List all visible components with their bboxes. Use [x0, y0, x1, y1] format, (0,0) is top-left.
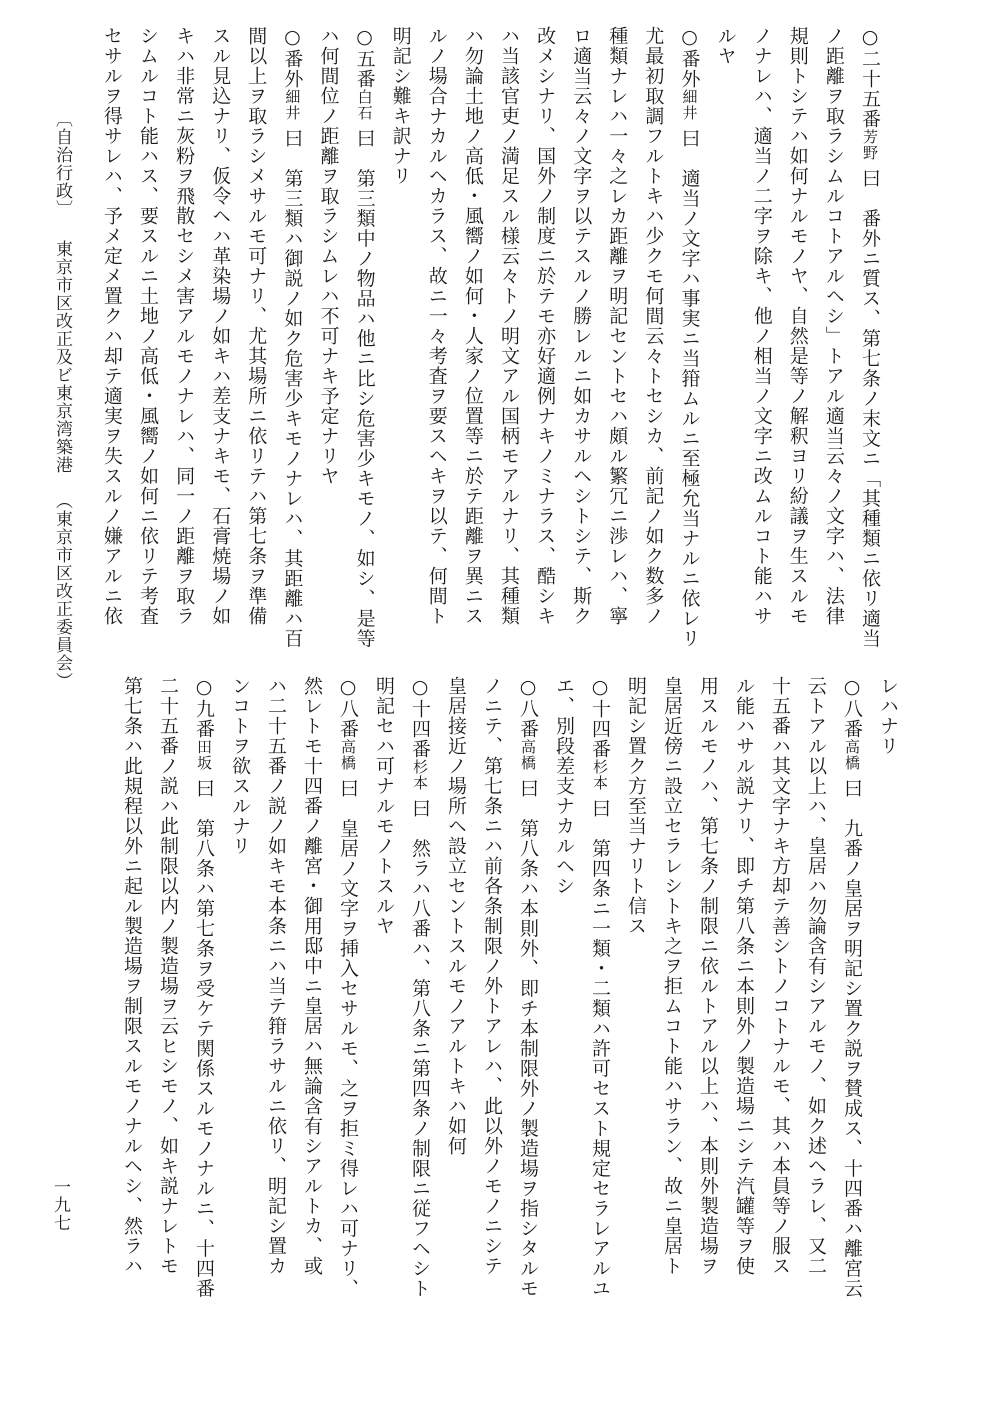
speaker-name: 杉本 — [591, 759, 609, 791]
column-text: 曰 九番ノ皇居ヲ明記シ置ク説ヲ賛成ス、十四番ハ離宮云 — [841, 771, 863, 1299]
speaker-name: 高橋 — [339, 739, 357, 771]
column-text: 云トアル以上ハ、皇居ハ勿論含有シアルモノ、如ク述ヘラレ、又二 — [805, 676, 827, 1276]
text-column — [167, 26, 201, 626]
text-column — [492, 26, 526, 626]
column-text: ノ距離ヲ取ラシムルコトアルヘシ」トアル適当云々ノ文字ハ、法律 — [822, 26, 845, 626]
text-column — [456, 26, 490, 626]
text-column — [564, 26, 598, 626]
column-text: ノナレハ、適当ノ二字ヲ除キ、他ノ相当ノ文字ニ改ムルコト能ハサ — [750, 26, 773, 626]
speaker-column — [673, 26, 707, 648]
text-column — [691, 676, 725, 1276]
column-text: ノニテ、第七条ニハ前各条制限ノ外トアレハ、此以外ノモノニシテ — [481, 676, 503, 1276]
speaker-number: ○十四番 — [409, 676, 431, 759]
column-text: 皇居近傍ニ設立セラレシトキ之ヲ拒ムコト能ハサラン、故ニ皇居ト — [661, 676, 683, 1276]
column-text: 明記セハ可ナルモノトスルヤ — [373, 676, 395, 936]
column-text: シムルコト能ハス、要スルニ土地ノ高低・風嚮ノ如何ニ依リテ考査 — [137, 26, 159, 626]
text-column — [781, 26, 815, 626]
column-text: ンコトヲ欲スルナリ — [229, 676, 251, 856]
column-text: 十五番ハ其文字ナキ方却テ善シトノコトナルモ、其ハ本員等ノ服ス — [769, 676, 791, 1276]
speaker-number: ○五番 — [353, 26, 376, 89]
text-column — [763, 676, 797, 1276]
column-text: セサルヲ得サレハ、予メ定メ置クハ却テ適実ヲ失スルノ嫌アルニ依 — [100, 26, 123, 626]
text-column — [259, 676, 293, 1276]
footer-category: 〔自治行政〕 — [52, 110, 72, 218]
column-text: 曰 第四条ニ一類・二類ハ許可セスト規定セラレアルユ — [589, 791, 611, 1299]
text-column — [475, 676, 509, 1276]
speaker-name: 田坂 — [195, 739, 213, 771]
speaker-column — [511, 676, 545, 1298]
speaker-number: ○十四番 — [589, 676, 611, 759]
speaker-column — [331, 676, 365, 1298]
column-text: 用スルモノハ、第七条ノ制限ニ依ルトアル以上ハ、本則外製造場ヲ — [697, 676, 719, 1276]
column-text: 種類ナレハ一々之レカ距離ヲ明記セントセハ頗ル繁冗ニ渉レハ、寧 — [606, 26, 629, 626]
column-text: ハ当該官吏ノ満足スル様云々トノ明文アル国柄モアルナリ、其種類 — [498, 26, 520, 626]
column-text: 曰 第八条ハ第七条ヲ受ケテ関係スルモノナルニ、十四番 — [193, 771, 215, 1299]
text-column — [727, 676, 761, 1276]
text-column — [619, 676, 653, 936]
speaker-column — [275, 26, 309, 648]
footer-source: （東京市区改正委員会） — [52, 492, 72, 690]
column-text: 曰 第八条ハ本則外、即チ本制限外ノ製造場ヲ指シタルモ — [517, 771, 539, 1299]
text-column — [871, 676, 905, 756]
column-text: 改メシナリ、国外ノ制度ニ於テモ亦好適例ナキノミナラス、酷シキ — [534, 26, 557, 626]
speaker-name: 高橋 — [519, 739, 537, 771]
running-footer — [50, 110, 74, 690]
text-column — [547, 676, 581, 896]
speaker-name: 高橋 — [843, 739, 861, 771]
column-text: 曰 第三類ハ御説ノ如ク危害少キモノナレハ、其距離ハ百 — [281, 121, 304, 649]
column-text: 間以上ヲ取ラシメサルモ可ナリ、尤其場所ニ依リテハ第七条ヲ準備 — [245, 26, 268, 626]
column-text: キハ非常ニ灰粉ヲ飛散セシメ害アルモノナレハ、同一ノ距離ヲ取ラ — [173, 26, 196, 626]
speaker-column — [853, 26, 887, 648]
column-text: スル見込ナリ、仮令ヘハ革染場ノ如キハ差支ナキモ、石膏焼場ノ如 — [209, 26, 232, 626]
speaker-name: 芳野 — [861, 129, 879, 161]
speaker-name: 細井 — [283, 89, 302, 121]
column-text: ルノ場合ナカルヘカラス、故ニ一々考査ヲ要スヘキヲ以テ、何間ト — [425, 26, 448, 626]
text-column — [655, 676, 689, 1276]
speaker-number: ○番外 — [281, 26, 304, 89]
text-column — [223, 676, 257, 856]
speaker-number: ○二十五番 — [859, 26, 881, 129]
text-column — [131, 26, 165, 626]
column-text: 曰 皇居ノ文字ヲ挿入セサルモ、之ヲ拒ミ得レハ可ナリ、 — [337, 771, 359, 1299]
column-text: 曰 第三類中ノ物品ハ他ニ比シ危害少キモノ、如シ、是等 — [353, 121, 376, 649]
speaker-name: 細井 — [680, 89, 699, 121]
text-column — [528, 26, 562, 626]
text-column — [384, 26, 418, 186]
text-column — [151, 676, 185, 1276]
speaker-number: ○八番 — [337, 676, 359, 739]
column-text: 二十五番ノ説ハ此制限以内ノ製造場ヲ云ヒシモノ、如キ説ナレトモ — [157, 676, 179, 1276]
column-text: ルヤ — [714, 26, 737, 66]
speaker-number: ○九番 — [193, 676, 215, 739]
speaker-column — [187, 676, 221, 1298]
column-text: 曰 適当ノ文字ハ事実ニ当箝ムルニ至極允当ナルニ依レリ — [678, 121, 701, 649]
text-column — [239, 26, 273, 626]
text-column — [817, 26, 851, 626]
speaker-number: ○番外 — [678, 26, 701, 89]
text-column — [115, 676, 149, 1276]
text-column — [95, 26, 129, 626]
column-text: 曰 番外ニ質ス、第七条ノ末文ニ「其種類ニ依リ適当 — [859, 161, 881, 649]
column-text: ロ適当云々ノ文字ヲ以テスルノ勝レルニ如カサルヘシトシテ、斯ク — [570, 26, 593, 626]
column-text: ハ何間位ノ距離ヲ取ラシムレハ不可ナキ予定ナリヤ — [317, 26, 340, 486]
column-text: エ、別段差支ナカルヘシ — [553, 676, 575, 896]
text-column — [312, 26, 346, 486]
text-column — [295, 676, 329, 1276]
footer-title: 東京市区改正及ビ東京湾築港 — [52, 240, 72, 474]
text-column — [367, 676, 401, 936]
text-column — [745, 26, 779, 626]
text-column — [799, 676, 833, 1276]
text-column — [420, 26, 454, 626]
text-column — [439, 676, 473, 1156]
column-text: 尤最初取調フルトキハ少クモ何間云々トセシカ、前記ノ如ク数多ノ — [642, 26, 665, 626]
page-number: 一九七 — [50, 1178, 70, 1232]
speaker-column — [403, 676, 437, 1298]
text-column — [709, 26, 743, 66]
column-text: 明記シ置ク方至当ナリト信ス — [625, 676, 647, 936]
column-text: レハナリ — [877, 676, 899, 756]
column-text: 規則トシテハ如何ナルモノヤ、自然是等ノ解釈ヨリ紛議ヲ生スルモ — [786, 26, 809, 626]
speaker-column — [583, 676, 617, 1298]
column-text: ハ二十五番ノ説ノ如キモ本条ニハ当テ箝ラサルニ依リ、明記シ置カ — [265, 676, 287, 1276]
column-text: ハ勿論土地ノ高低・風嚮ノ如何・人家ノ位置等ニ於テ距離ヲ異ニス — [461, 26, 484, 626]
column-text: ル能ハサル説ナリ、即チ第八条ニ本則外ノ製造場ニシテ汽罐等ヲ使 — [733, 676, 755, 1276]
speaker-column — [835, 676, 869, 1298]
speaker-column — [348, 26, 382, 648]
column-text: 明記シ難キ訳ナリ — [389, 26, 412, 186]
column-text: 第七条ハ此規程以外ニ起ル製造場ヲ制限スルモノナルヘシ、然ラハ — [121, 676, 143, 1276]
column-text: 曰 然ラハ八番ハ、第八条ニ第四条ノ制限ニ従フヘシト — [409, 791, 431, 1299]
speaker-number: ○八番 — [841, 676, 863, 739]
text-column — [600, 26, 634, 626]
text-column — [636, 26, 670, 626]
text-column — [203, 26, 237, 626]
column-text: 皇居接近ノ場所ヘ設立セントスルモノアルトキハ如何 — [445, 676, 467, 1156]
speaker-number: ○八番 — [517, 676, 539, 739]
speaker-name: 白石 — [355, 89, 374, 121]
speaker-name: 杉本 — [411, 759, 429, 791]
column-text: 然レトモ十四番ノ離宮・御用邸中ニ皇居ハ無論含有シアルトカ、或 — [301, 676, 323, 1276]
